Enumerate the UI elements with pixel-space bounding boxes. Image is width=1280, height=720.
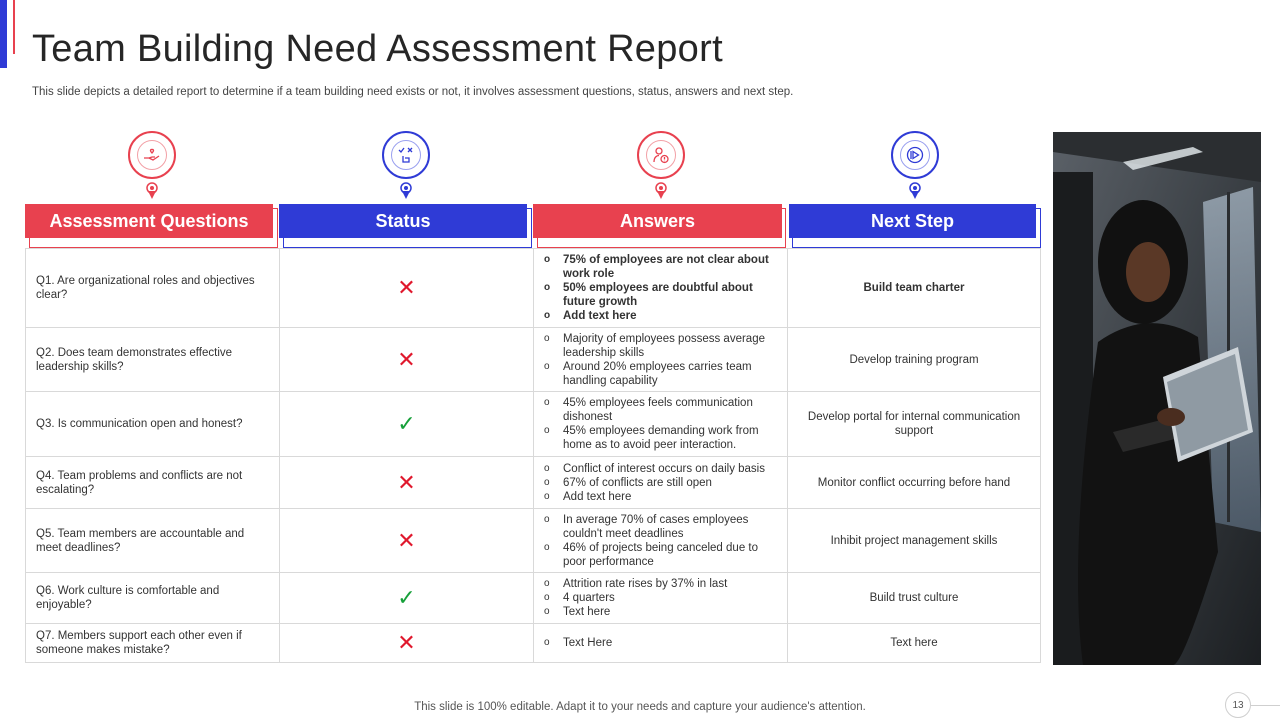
location-pin-icon [399, 181, 413, 203]
question-cell: Q1. Are organizational roles and objectives clear? [25, 249, 279, 327]
status-cell [279, 249, 533, 327]
answers-list [544, 513, 779, 569]
next-step-cell: Build team charter [787, 249, 1041, 327]
question-cell: Q4. Team problems and conflicts are not escalating? [25, 457, 279, 508]
list-item: o In average 70% of cases employees couldn't meet deadlines [544, 513, 749, 540]
answers-cell [533, 509, 787, 572]
list-item: o Majority of employees possess average leadership skills [544, 332, 765, 359]
table-row [25, 328, 1041, 392]
next-step-cell: Text here [787, 624, 1041, 662]
list-item: o 45% employees demanding work from home as to avoid peer interaction. [544, 425, 759, 451]
play-icon [905, 145, 925, 165]
answers-cell [533, 573, 787, 623]
answers-list [544, 636, 779, 650]
status-cell [279, 328, 533, 391]
cross-icon: ✕ [397, 527, 416, 553]
list-item: o 67% of conflicts are still open [544, 476, 712, 489]
person-alert-icon [651, 145, 671, 165]
table-row [25, 509, 1041, 573]
list-item: o 50% employees are doubtful about future growth [544, 282, 753, 308]
answers-cell [533, 457, 787, 508]
answers-list [544, 332, 779, 388]
cross-icon: ✕ [397, 275, 416, 300]
page-number-line [1251, 705, 1280, 706]
location-pin-icon [145, 181, 159, 203]
question-cell: Q2. Does team demonstrates effective leadership skills? [25, 328, 279, 391]
status-cell [279, 573, 533, 623]
status-cell [279, 509, 533, 572]
next-step-cell: Inhibit project management skills [787, 509, 1041, 572]
answers-list [544, 462, 779, 504]
slide-subtitle: This slide depicts a detailed report to determine if a team building need exists or not, it involves assessment questions, status, answers and next step. [32, 86, 794, 98]
table-row [25, 392, 1041, 457]
cross-icon: ✕ [397, 630, 416, 655]
list-item: o Conflict of interest occurs on daily basis [544, 462, 765, 475]
list-item: o 4 quarters [544, 592, 615, 604]
check-icon: ✓ [397, 411, 416, 436]
list-item: o 75% of employees are not clear about work role [544, 254, 769, 280]
hand-heart-icon [142, 145, 162, 165]
cross-icon: ✕ [397, 469, 416, 495]
question-cell: Q5. Team members are accountable and meet deadlines? [25, 509, 279, 572]
woman-using-tablet-photo [1053, 132, 1261, 665]
location-pin-icon [908, 181, 922, 203]
check-icon: ✓ [397, 585, 416, 610]
answers-cell [533, 328, 787, 391]
list-item: o 45% employees feels communication dishonest [544, 397, 753, 423]
location-pin-icon [654, 181, 668, 203]
accent-line [13, 0, 15, 54]
status-cell [279, 392, 533, 456]
answers-list [544, 577, 779, 619]
status-cell [279, 624, 533, 662]
header-next-step: Next Step [789, 204, 1036, 238]
list-item: o Around 20% employees carries team handling capability [544, 360, 752, 387]
header-status: Status [279, 204, 527, 238]
list-item: o 46% of projects being canceled due to poor performance [544, 541, 758, 568]
question-cell: Q3. Is communication open and honest? [25, 392, 279, 456]
list-item: o Text Here [544, 637, 613, 649]
table-row [25, 624, 1041, 663]
question-cell: Q6. Work culture is comfortable and enjoyable? [25, 573, 279, 623]
answers-cell [533, 249, 787, 327]
list-item: o Attrition rate rises by 37% in last [544, 578, 728, 590]
answers-list [544, 253, 779, 323]
status-cell [279, 457, 533, 508]
next-step-cell: Develop training program [787, 328, 1041, 391]
list-item: o Add text here [544, 310, 637, 322]
answers-cell [533, 392, 787, 456]
slide-title: Team Building Need Assessment Report [32, 28, 723, 70]
checklist-icon [396, 145, 416, 165]
answers-cell [533, 624, 787, 662]
list-item: o Add text here [544, 490, 632, 503]
next-step-cell: Monitor conflict occurring before hand [787, 457, 1041, 508]
assessment-table [25, 248, 1041, 663]
header-questions: Assessment Questions [25, 204, 273, 238]
question-cell: Q7. Members support each other even if someone makes mistake? [25, 624, 279, 662]
footer-note: This slide is 100% editable. Adapt it to your needs and capture your audience's attention. [414, 701, 866, 713]
list-item: o Text here [544, 606, 611, 618]
table-row [25, 457, 1041, 509]
accent-bar [0, 0, 7, 68]
next-step-cell: Develop portal for internal communication support [787, 392, 1041, 456]
next-step-cell: Build trust culture [787, 573, 1041, 623]
cross-icon: ✕ [397, 346, 416, 372]
header-answers: Answers [533, 204, 782, 238]
answers-list [544, 396, 779, 452]
table-row [25, 249, 1041, 328]
page-number: 13 [1225, 692, 1251, 718]
table-row [25, 573, 1041, 624]
